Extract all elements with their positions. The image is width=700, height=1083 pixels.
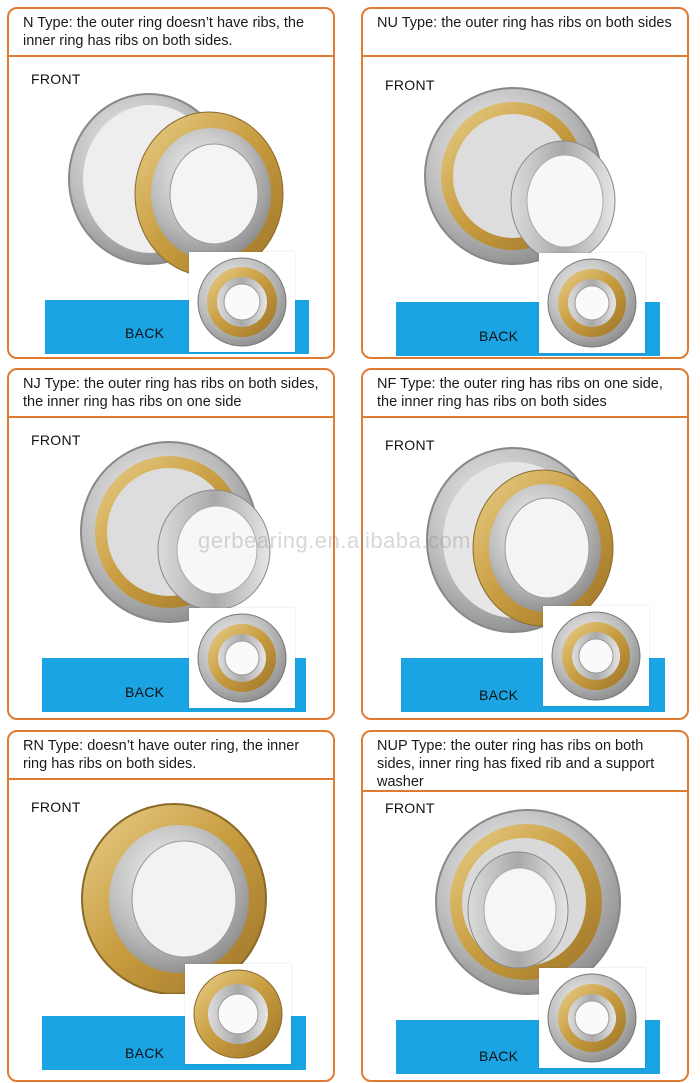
back-label: BACK — [479, 328, 519, 344]
watermark: gerbearing.en.alibaba.com — [198, 528, 472, 553]
front-label: FRONT — [31, 432, 81, 448]
back-thumbnail — [539, 253, 645, 353]
front-label: FRONT — [31, 71, 81, 87]
card-description: RN Type: doesn’t have outer ring, the inner ring has ribs on both sides. — [9, 732, 333, 780]
back-thumbnail — [539, 968, 645, 1068]
front-bearing-image — [413, 81, 653, 281]
card-rn-type — [7, 730, 335, 1082]
card-description: NU Type: the outer ring has ribs on both sides — [363, 9, 687, 57]
back-label: BACK — [125, 1045, 165, 1061]
card-description: N Type: the outer ring doesn’t have ribs, the inner ring has ribs on both sides. — [9, 9, 333, 57]
card-n-type — [7, 7, 335, 359]
card-description: NJ Type: the outer ring has ribs on both sides, the inner ring has ribs on one side — [9, 370, 333, 418]
back-label: BACK — [125, 684, 165, 700]
card-description: NF Type: the outer ring has ribs on one side, the inner ring has ribs on both sides — [363, 370, 687, 418]
back-label: BACK — [479, 1048, 519, 1064]
back-thumbnail — [185, 964, 291, 1064]
back-label: BACK — [125, 325, 165, 341]
front-label: FRONT — [31, 799, 81, 815]
front-label: FRONT — [385, 800, 435, 816]
back-thumbnail — [189, 252, 295, 352]
back-label: BACK — [479, 687, 519, 703]
card-nup-type — [361, 730, 689, 1082]
card-nu-type — [361, 7, 689, 359]
front-label: FRONT — [385, 437, 435, 453]
card-description: NUP Type: the outer ring has ribs on both sides, inner ring has fixed rib and a support washer — [363, 732, 687, 792]
front-label: FRONT — [385, 77, 435, 93]
back-thumbnail — [543, 606, 649, 706]
back-thumbnail — [189, 608, 295, 708]
